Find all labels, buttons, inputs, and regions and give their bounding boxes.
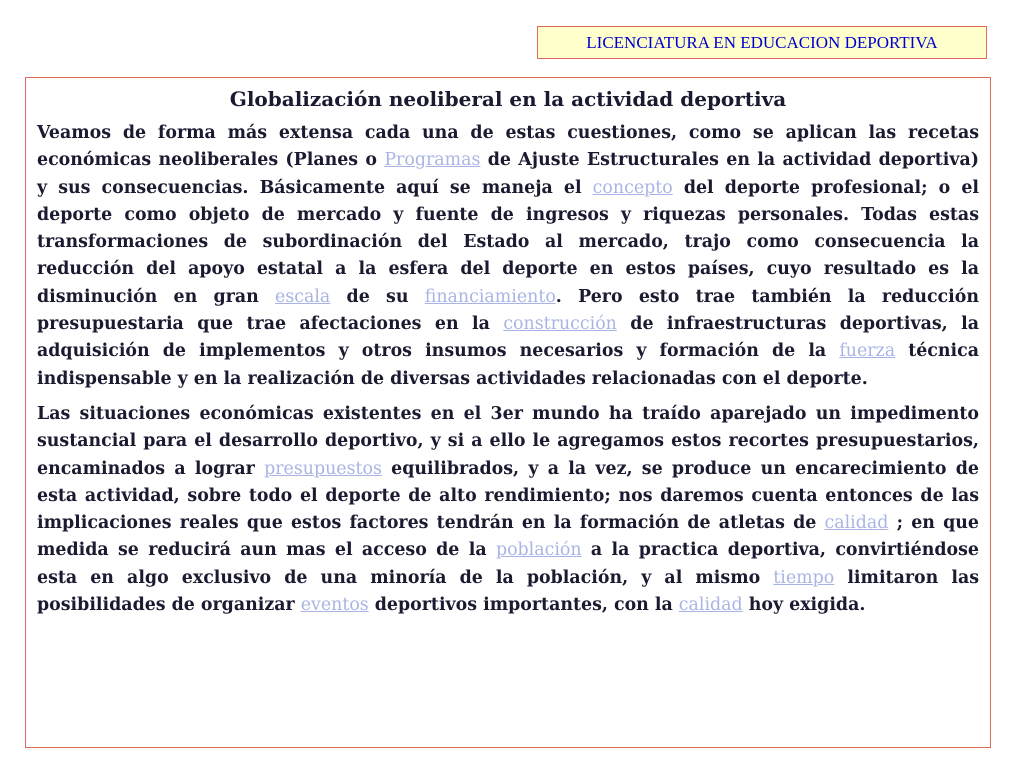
text-run: deportivos importantes, con la xyxy=(368,595,679,616)
link-tiempo[interactable]: tiempo xyxy=(773,567,835,588)
link-construccion[interactable]: construcción xyxy=(503,314,617,335)
text-run: Las situaciones económicas existentes en el 3er mundo ha traído aparejado un impedimento sustancial para el desarrollo deportivo, y si a ello le agregamos estos recortes presupuestarios, encaminados a lograr xyxy=(37,403,979,479)
text-run: técnica indispensable y en la realización de diversas actividades relacionadas con el deporte. xyxy=(37,341,979,389)
link-eventos[interactable]: eventos xyxy=(300,595,369,616)
text-run: limitaron las posibilidades de organizar xyxy=(37,567,980,616)
content-panel xyxy=(25,77,991,748)
text-run: del deporte profesional; o el deporte como objeto de mercado y fuente de ingresos y riquezas personales. Todas estas transformaciones de subordinación del Estado al mercado, trajo como consecuencia la reducción del apoyo estatal a la esfera del deporte en estos países, cuyo resultado es la disminución en gran xyxy=(37,177,979,307)
header-title: LICENCIATURA EN EDUCACION DEPORTIVA xyxy=(586,32,938,52)
link-escala[interactable]: escala xyxy=(275,286,331,307)
text-run: ; en que medida se reducirá aun mas el acceso de la xyxy=(37,513,979,561)
header-banner xyxy=(537,26,987,59)
link-poblacion[interactable]: población xyxy=(495,540,582,561)
text-run: de infraestructuras deportivas, la adquisición de implementos y otros insumos necesarios y formación de la xyxy=(37,314,979,362)
link-concepto[interactable]: concepto xyxy=(592,177,673,198)
paragraph-2 xyxy=(37,401,979,619)
text-run: Veamos de forma más extensa cada una de estas cuestiones, como se aplican las recetas económicas neoliberales (Planes o xyxy=(37,123,979,171)
text-run: equilibrados, y a la vez, se produce un encarecimiento de esta actividad, sobre todo el deporte de alto rendimiento; nos daremos cuenta entonces de las implicaciones reales que estos factores tendrán en la formación de atletas de xyxy=(37,458,979,534)
link-financiamiento[interactable]: financiamiento xyxy=(424,286,556,307)
document-title: Globalización neoliberal en la actividad deportiva xyxy=(229,87,787,111)
paragraph-1 xyxy=(37,120,979,393)
text-run: de Ajuste Estructurales en la actividad deportiva) y sus consecuencias. Básicamente aquí se maneja el xyxy=(37,150,979,198)
link-fuerza[interactable]: fuerza xyxy=(839,341,896,362)
text-run: . Pero esto trae también la reducción presupuestaria que trae afectaciones en la xyxy=(37,286,979,335)
text-run: a la practica deportiva, convirtiéndose esta en algo exclusivo de una minoría de la población, y al mismo xyxy=(37,540,979,588)
link-programas[interactable]: Programas xyxy=(384,150,481,171)
text-run: de su xyxy=(330,286,425,307)
link-calidad[interactable]: calidad xyxy=(824,513,889,534)
text-run: hoy exigida. xyxy=(742,595,866,616)
link-calidad-2[interactable]: calidad xyxy=(678,595,743,616)
link-presupuestos[interactable]: presupuestos xyxy=(264,458,382,479)
